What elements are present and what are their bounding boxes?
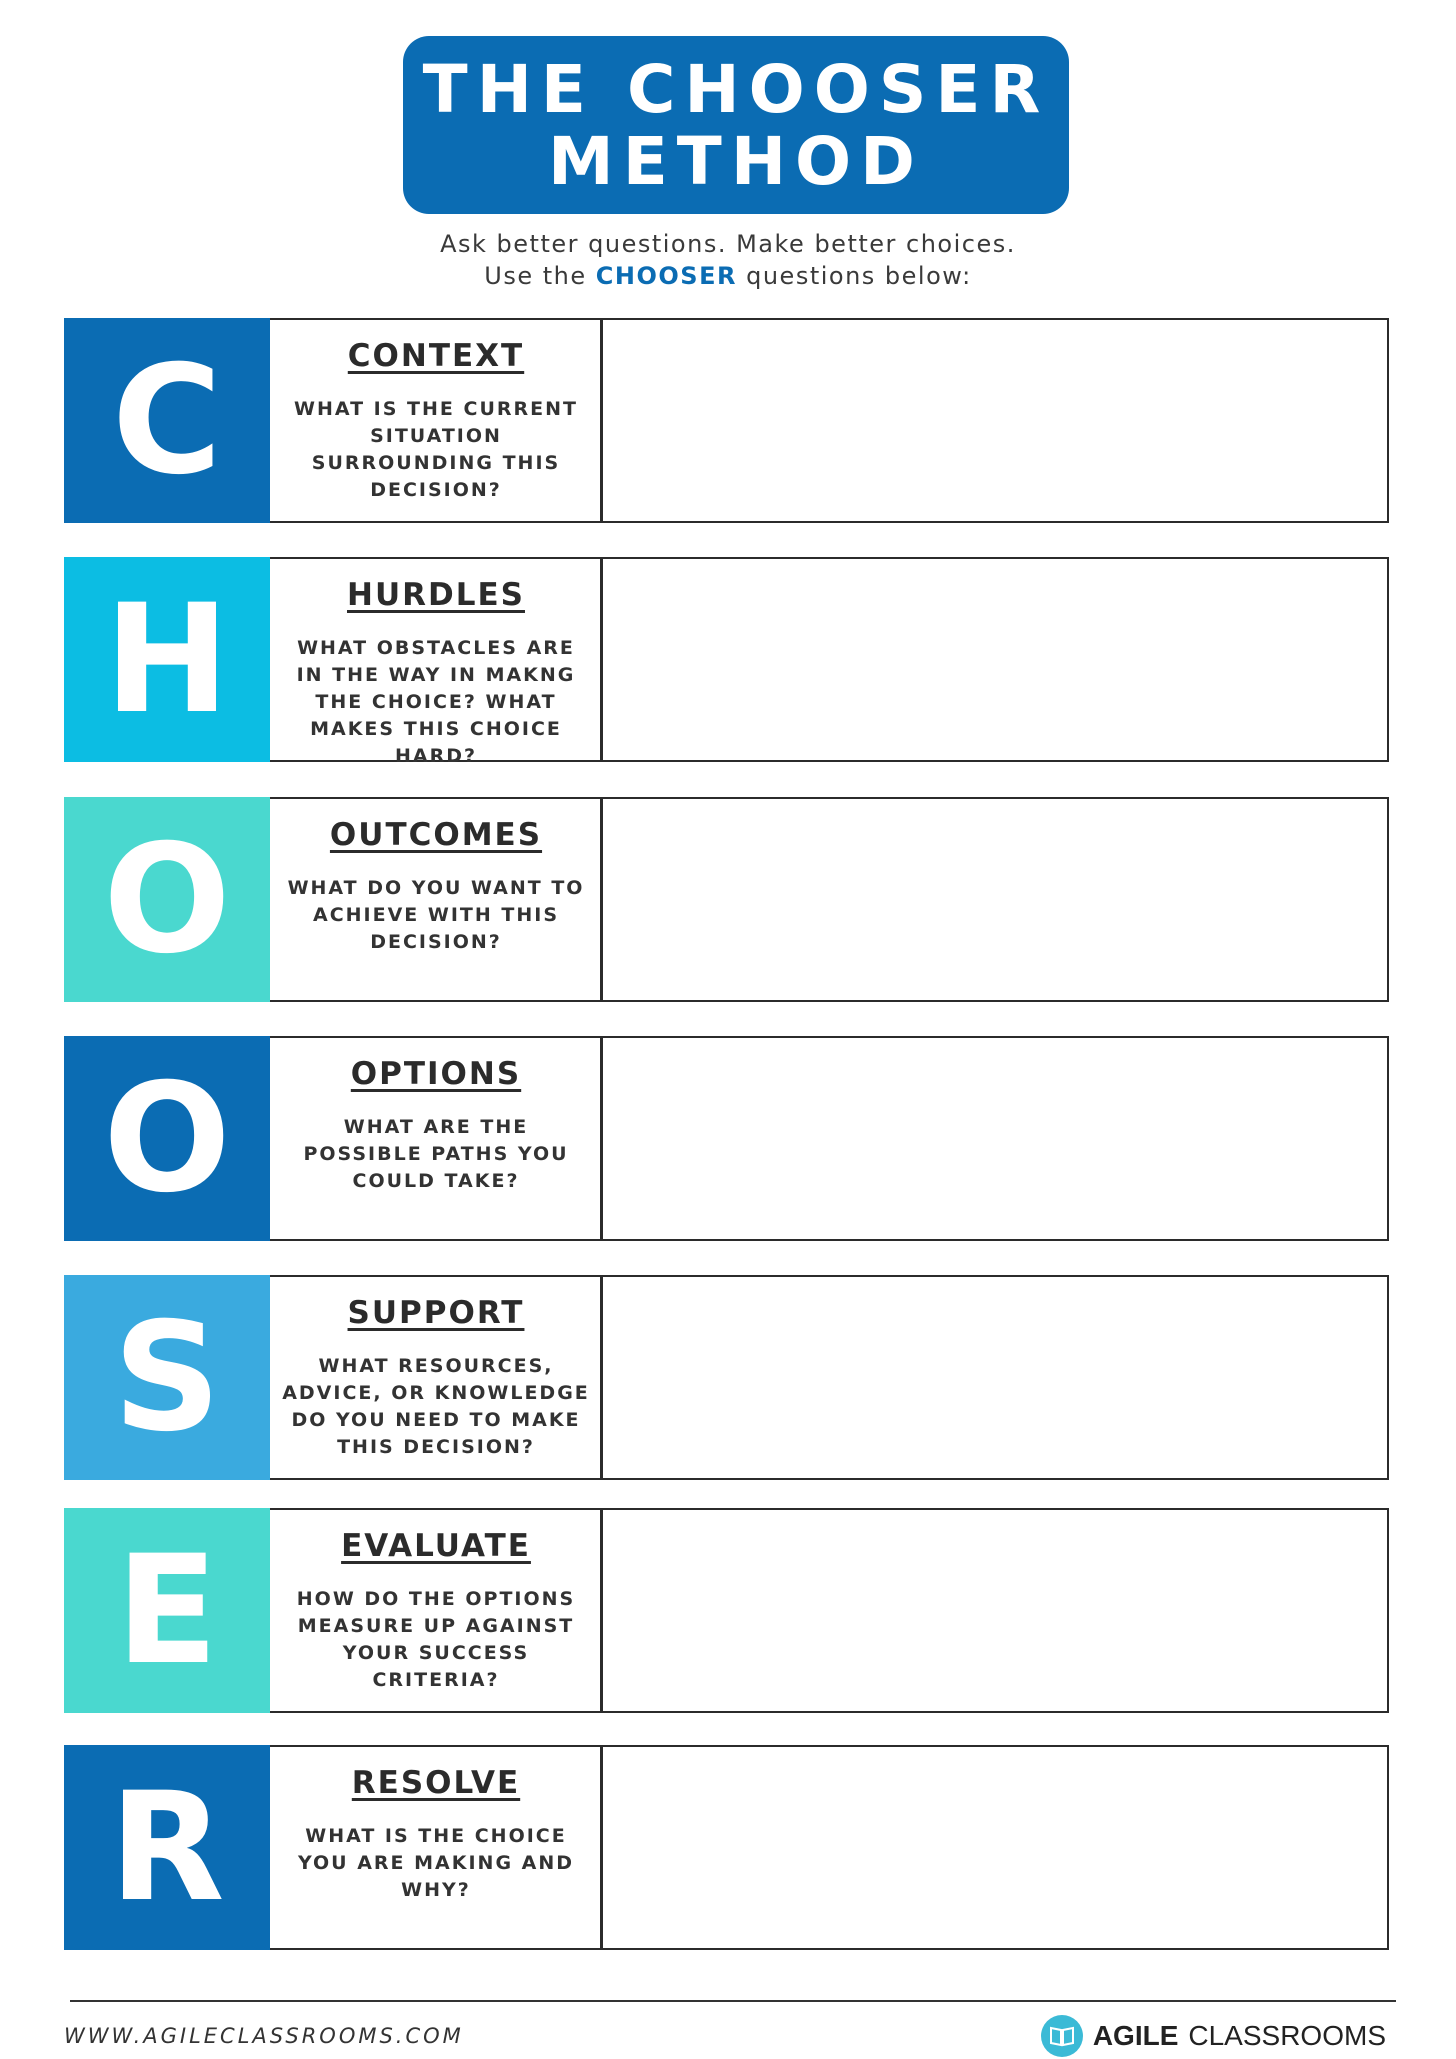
step-prompt: [270, 797, 602, 1002]
step-title: OUTCOMES: [329, 817, 543, 853]
step-prompt: [270, 1745, 602, 1950]
step-question: WHAT IS THE CURRENT SITUATION SURROUNDING THIS DECISION?: [294, 398, 578, 501]
subtitle-prefix: Use the: [484, 262, 587, 290]
step-letter: E: [64, 1508, 270, 1713]
step-prompt: [270, 1036, 602, 1241]
step-row-support: [64, 1275, 1389, 1480]
step-letter: O: [64, 1036, 270, 1241]
step-question: WHAT RESOURCES, ADVICE, OR KNOWLEDGE DO YOU NEED TO MAKE THIS DECISION?: [282, 1355, 590, 1458]
step-question: WHAT ARE THE POSSIBLE PATHS YOU COULD TAKE?: [303, 1116, 569, 1192]
answer-box[interactable]: [600, 1508, 1389, 1713]
step-title: CONTEXT: [347, 338, 525, 374]
subtitle-suffix: questions below:: [746, 262, 972, 290]
step-title: HURDLES: [347, 577, 525, 613]
step-letter: O: [64, 797, 270, 1002]
answer-box[interactable]: [600, 1745, 1389, 1950]
step-title: RESOLVE: [351, 1765, 521, 1801]
step-question: WHAT OBSTACLES ARE IN THE WAY IN MAKNG THE CHOICE? WHAT MAKES THIS CHOICE HARD?: [296, 637, 576, 767]
subtitle-line-1: Ask better questions. Make better choices.: [440, 230, 1016, 258]
brand-name-rest: CLASSROOMS: [1188, 2020, 1386, 2051]
step-row-hurdles: [64, 557, 1389, 767]
step-title: OPTIONS: [350, 1056, 522, 1092]
subtitle-highlight: CHOOSER: [595, 262, 737, 290]
step-question: WHAT DO YOU WANT TO ACHIEVE WITH THIS DECISION?: [287, 877, 585, 953]
brand-name-bold: AGILE: [1092, 2020, 1179, 2051]
step-row-outcomes: [64, 797, 1389, 1002]
page-title: [403, 36, 1069, 214]
step-title: SUPPORT: [347, 1295, 525, 1331]
footer-url[interactable]: WWW.AGILECLASSROOMS.COM: [64, 2024, 464, 2048]
answer-box[interactable]: [600, 797, 1389, 1002]
title-line-1: THE CHOOSER: [422, 51, 1050, 128]
answer-box[interactable]: [600, 318, 1389, 523]
brand-logo: [1041, 2014, 1386, 2058]
step-row-evaluate: [64, 1508, 1389, 1713]
step-title: EVALUATE: [341, 1528, 531, 1564]
step-letter: S: [64, 1275, 270, 1480]
title-line-2: METHOD: [548, 123, 924, 200]
book-icon: [1041, 2015, 1083, 2057]
step-row-options: [64, 1036, 1389, 1241]
step-question: HOW DO THE OPTIONS MEASURE UP AGAINST YOUR SUCCESS CRITERIA?: [296, 1588, 576, 1691]
step-prompt: [270, 557, 602, 767]
step-prompt: [270, 318, 602, 523]
step-letter: R: [64, 1745, 270, 1950]
footer-divider: [70, 2000, 1396, 2002]
step-question: WHAT IS THE CHOICE YOU ARE MAKING AND WHY?: [297, 1825, 575, 1901]
step-letter: C: [64, 318, 270, 523]
step-letter: H: [64, 557, 270, 762]
subtitle-line-2: [0, 262, 1456, 290]
step-row-context: [64, 318, 1389, 523]
step-prompt: [270, 1508, 602, 1713]
step-row-resolve: [64, 1745, 1389, 1950]
answer-box[interactable]: [600, 557, 1389, 762]
answer-box[interactable]: [600, 1036, 1389, 1241]
step-prompt: [270, 1275, 602, 1480]
answer-box[interactable]: [600, 1275, 1389, 1480]
